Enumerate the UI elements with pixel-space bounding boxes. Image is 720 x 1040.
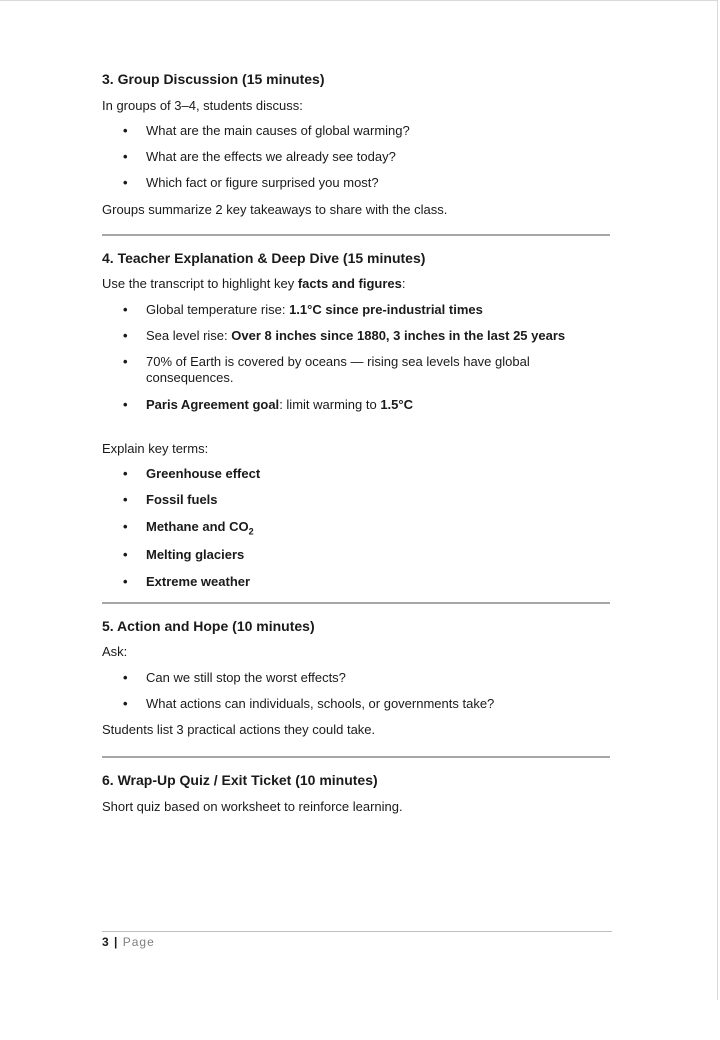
list-item: • What are the main causes of global warming?: [102, 123, 610, 139]
list-item: • What actions can individuals, schools, or governments take?: [102, 696, 610, 712]
list-item: [102, 354, 610, 387]
fact-label: Paris Agreement goal: [146, 396, 280, 412]
section-intro: Short quiz based on worksheet to reinforce learning.: [102, 798, 403, 814]
term-text: Methane and CO: [146, 518, 249, 534]
section-teacher-explanation: [102, 250, 610, 590]
section-outro: Groups summarize 2 key takeaways to share with the class.: [102, 201, 448, 217]
list-item: • Greenhouse effect: [102, 466, 610, 482]
co2-subscript: 2: [248, 526, 254, 537]
section-intro: Ask:: [102, 644, 128, 660]
section-action-and-hope: [102, 618, 610, 739]
section-divider: [102, 234, 610, 236]
list-item: [102, 519, 610, 538]
section-heading: 6. Wrap-Up Quiz / Exit Ticket (10 minutes): [102, 772, 378, 789]
list-item: [102, 302, 610, 318]
section-wrap-up-quiz: [102, 772, 610, 815]
section-group-discussion: [102, 71, 610, 218]
page-number: 3: [102, 935, 110, 949]
section-heading: 4. Teacher Explanation & Deep Dive (15 minutes): [102, 249, 426, 266]
list-item: • What are the effects we already see today?: [102, 149, 610, 165]
section-outro: Students list 3 practical actions they could take.: [102, 722, 376, 738]
page-footer: [102, 931, 612, 949]
fact-label: Sea level rise:: [146, 327, 232, 343]
page-label: Page: [122, 935, 155, 949]
fact-text: : limit warming to: [279, 396, 381, 412]
section-heading: 3. Group Discussion (15 minutes): [102, 71, 325, 87]
section-divider: [102, 602, 610, 604]
intro-suffix: :: [401, 276, 406, 292]
terms-list: [102, 466, 610, 590]
list-item: • Fossil fuels: [102, 492, 610, 508]
list-item: [102, 397, 610, 413]
intro-bold-text: facts and figures: [297, 276, 402, 292]
list-item: • Which fact or figure surprised you most?: [102, 175, 610, 191]
facts-list: [102, 302, 610, 413]
terms-intro: Explain key terms:: [102, 440, 209, 456]
section-divider: [102, 756, 610, 758]
footer-separator: |: [109, 935, 123, 949]
bullet-list: [102, 670, 610, 713]
list-item: [102, 328, 610, 344]
fact-value: 1.5°C: [380, 396, 413, 412]
bullet-list: [102, 123, 610, 192]
page-content: [102, 71, 610, 824]
intro-text: Use the transcript to highlight key: [102, 276, 298, 292]
fact-text: 70% of Earth is covered by oceans — rising sea levels have global consequences.: [146, 354, 530, 386]
list-item: • Extreme weather: [102, 574, 610, 590]
list-item: • Melting glaciers: [102, 547, 610, 563]
section-intro: In groups of 3–4, students discuss:: [102, 97, 303, 113]
section-intro: [102, 276, 610, 292]
fact-label: Global temperature rise:: [146, 301, 290, 317]
fact-value: 1.1°C since pre-industrial times: [289, 301, 483, 317]
list-item: • Can we still stop the worst effects?: [102, 670, 610, 686]
section-heading: 5. Action and Hope (10 minutes): [102, 617, 315, 634]
fact-value: Over 8 inches since 1880, 3 inches in the last 25 years: [231, 327, 566, 343]
